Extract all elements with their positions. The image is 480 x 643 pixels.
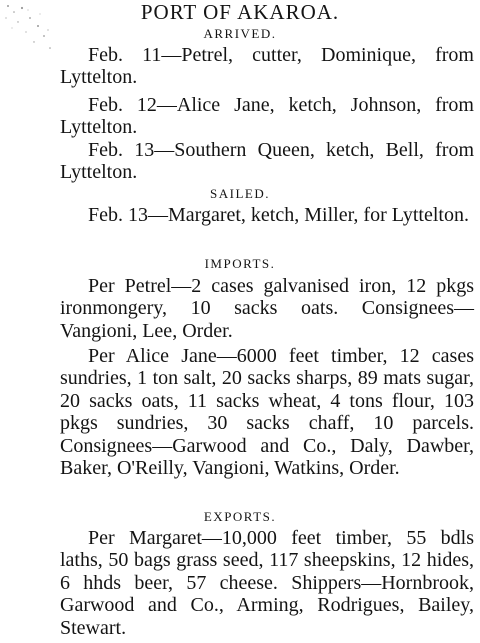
sailing-entry: Feb. 13—Margaret, ketch, Miller, for Lyttelton. bbox=[88, 204, 469, 226]
section-heading-sailed: SAILED. bbox=[210, 186, 270, 201]
arrival-entry: Feb. 13—Southern Queen, ketch, Bell, from Lyttelton. bbox=[60, 139, 474, 184]
import-entry: Per Petrel—2 cases galvanised iron, 12 pkgs ironmongery, 10 sacks oats. Consignees—Vangioni, Lee, Order. bbox=[60, 275, 474, 342]
export-entry: Per Margaret—10,000 feet timber, 55 bdls laths, 50 bags grass seed, 117 sheepskins, 12 hides, 6 hhds beer, 57 cheese. Shippers—Hornbrook, Garwood and Co., Arming, Rodrigues, Bailey, Stewart. bbox=[60, 527, 474, 639]
arrival-entry: Feb. 12—Alice Jane, ketch, Johnson, from Lyttelton. bbox=[60, 94, 474, 139]
import-entry: Per Alice Jane—6000 feet timber, 12 cases sundries, 1 ton salt, 20 sacks sharps, 89 mats sugar, 20 sacks oats, 11 sacks wheat, 4 tons flour, 103 pkgs sundries, 30 sacks chaff, 10 parcels. Consignees—Garwood and Co., Daly, Dawber, Baker, O'Reilly, Vangioni, Watkins, Order. bbox=[60, 345, 474, 480]
section-heading-exports: EXPORTS. bbox=[203, 509, 277, 524]
section-heading-imports: IMPORTS. bbox=[204, 256, 276, 271]
page-title: PORT OF AKAROA. bbox=[140, 0, 340, 24]
arrival-entry: Feb. 11—Petrel, cutter, Dominique, from Lyttelton. bbox=[60, 44, 474, 89]
section-heading-arrived: ARRIVED. bbox=[203, 26, 277, 41]
